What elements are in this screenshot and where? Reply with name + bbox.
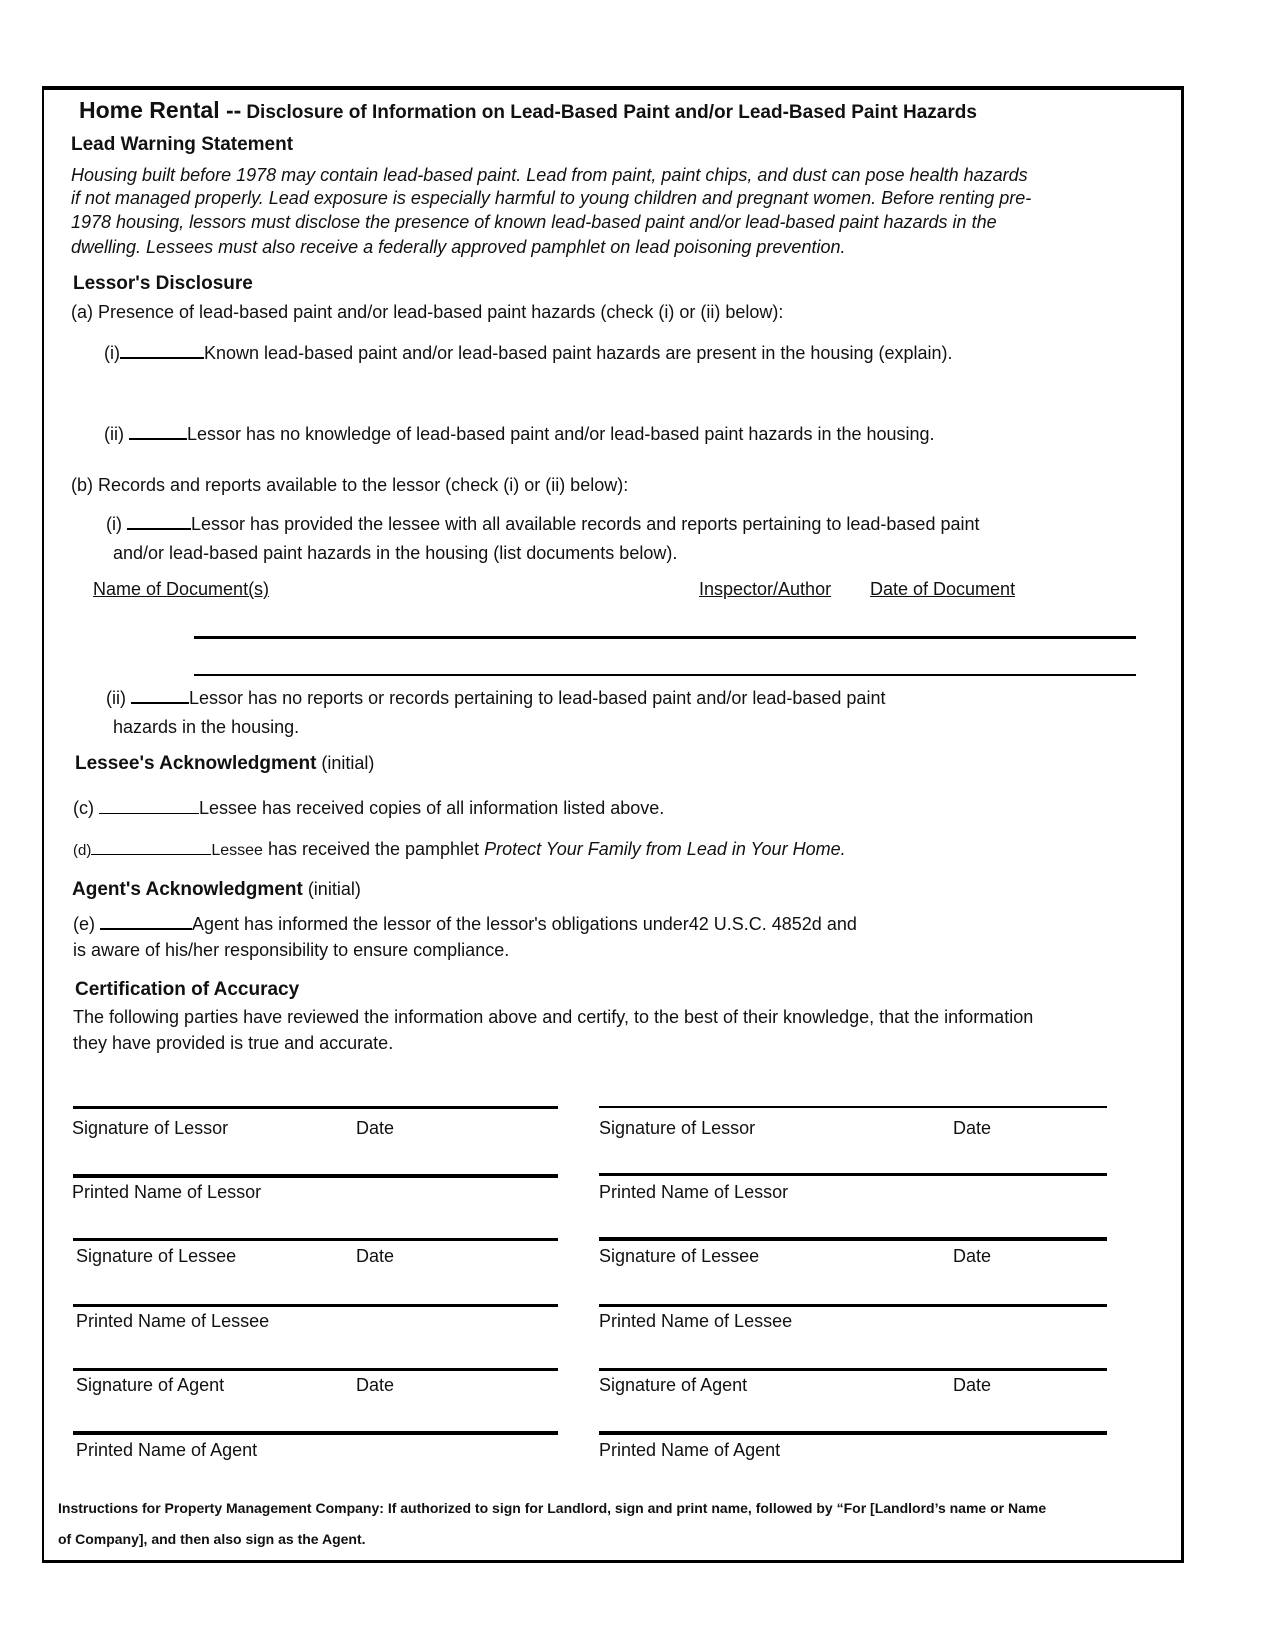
item-text: Lessee has received copies of all information listed above.	[199, 798, 665, 818]
initial-blank[interactable]	[91, 838, 211, 855]
signature-line[interactable]	[73, 1174, 558, 1178]
item-label: (i)	[104, 343, 120, 363]
signature-line[interactable]	[599, 1368, 1107, 1371]
item-label: (ii)	[104, 424, 124, 444]
col-inspector: Inspector/Author	[699, 579, 832, 599]
name-lessee-label: Printed Name of Lessee	[76, 1311, 270, 1331]
signature-line[interactable]	[73, 1431, 558, 1435]
date-label: Date	[356, 1375, 395, 1395]
date-label: Date	[356, 1118, 395, 1138]
agent-ack-heading	[72, 878, 361, 901]
initial-blank[interactable]	[127, 512, 191, 530]
item-label: (ii)	[106, 688, 126, 708]
initial-blank[interactable]	[100, 912, 192, 930]
item-e-cont: is aware of his/her responsibility to ensure compliance.	[73, 940, 510, 960]
form-title	[79, 99, 977, 124]
date-label: Date	[953, 1375, 992, 1395]
heading-text: Lessee's Acknowledgment	[75, 753, 317, 774]
signature-line[interactable]	[73, 1238, 558, 1241]
name-lessee-label: Printed Name of Lessee	[599, 1311, 793, 1331]
warning-line: if not managed properly. Lead exposure is especially harmful to young children and pregnant women. Before renting pre-	[71, 188, 1032, 208]
item-b-ii-cont: hazards in the housing.	[113, 717, 300, 737]
item-c	[73, 797, 664, 819]
footer-instructions: of Company], and then also sign as the Agent.	[58, 1531, 366, 1547]
cert-text: The following parties have reviewed the information above and certify, to the best of their knowledge, that the information	[73, 1007, 1034, 1027]
sig-lessor-label: Signature of Lessor	[599, 1118, 756, 1138]
signature-line[interactable]	[599, 1237, 1107, 1241]
heading-text: Agent's Acknowledgment	[72, 879, 303, 900]
document-line[interactable]	[194, 674, 1136, 676]
warning-line: 1978 housing, lessors must disclose the presence of known lead-based paint and/or lead-based paint hazards in the	[71, 212, 997, 232]
warning-line: dwelling. Lessees must also receive a federally approved pamphlet on lead poisoning prevention.	[71, 237, 846, 257]
title-main: Home Rental --	[79, 97, 242, 123]
initial-blank[interactable]	[120, 341, 204, 359]
date-label: Date	[356, 1246, 395, 1266]
name-agent-label: Printed Name of Agent	[599, 1440, 781, 1460]
initial-blank[interactable]	[99, 797, 199, 814]
lessee-ack-heading	[75, 752, 374, 775]
sig-agent-label: Signature of Agent	[76, 1375, 225, 1395]
item-label: (e)	[73, 914, 95, 934]
item-text: Lessor has no knowledge of lead-based paint and/or lead-based paint hazards in the housing.	[187, 424, 935, 444]
item-a-ii	[104, 422, 935, 445]
item-text: Agent has informed the lessor of the lessor's obligations under42 U.S.C. 4852d and	[192, 914, 857, 934]
signature-line[interactable]	[599, 1173, 1107, 1176]
sig-lessor-label: Signature of Lessor	[72, 1118, 229, 1138]
signature-line[interactable]	[599, 1304, 1107, 1307]
signature-line[interactable]	[599, 1431, 1107, 1435]
date-label: Date	[953, 1118, 992, 1138]
item-text: Lessor has no reports or records pertaining to lead-based paint and/or lead-based paint	[189, 688, 886, 708]
name-lessor-label: Printed Name of Lessor	[599, 1182, 789, 1202]
item-text: has received the pamphlet	[262, 839, 485, 859]
item-label: (i)	[106, 514, 122, 534]
item-b: (b) Records and reports available to the lessor (check (i) or (ii) below):	[71, 475, 629, 495]
sig-agent-label: Signature of Agent	[599, 1375, 748, 1395]
item-b-i	[106, 512, 980, 535]
item-text: Known lead-based paint and/or lead-based paint hazards are present in the housing (explain).	[204, 343, 953, 363]
item-a: (a) Presence of lead-based paint and/or lead-based paint hazards (check (i) or (ii) below):	[71, 302, 784, 322]
lessor-disclosure-heading: Lessor's Disclosure	[73, 273, 253, 294]
signature-line[interactable]	[73, 1106, 558, 1109]
col-doc-date: Date of Document	[870, 579, 1016, 599]
warning-line: Housing built before 1978 may contain lead-based paint. Lead from paint, paint chips, and dust can pose health hazards	[71, 165, 1028, 185]
name-lessor-label: Printed Name of Lessor	[72, 1182, 262, 1202]
footer-instructions: Instructions for Property Management Company: If authorized to sign for Landlord, sign and print name, followed by “For [Landlord’s name or Name	[58, 1500, 1047, 1516]
item-a-i	[104, 341, 953, 364]
item-label: (c)	[73, 798, 94, 818]
item-b-ii	[106, 686, 885, 709]
name-agent-label: Printed Name of Agent	[76, 1440, 258, 1460]
sig-lessee-label: Signature of Lessee	[599, 1246, 760, 1266]
date-label: Date	[953, 1246, 992, 1266]
item-e	[73, 912, 857, 935]
heading-note: (initial)	[307, 879, 361, 899]
item-b-i-cont: and/or lead-based paint hazards in the housing (list documents below).	[113, 543, 678, 563]
lead-warning-heading: Lead Warning Statement	[71, 134, 294, 155]
signature-line[interactable]	[599, 1106, 1107, 1108]
initial-blank[interactable]	[131, 686, 189, 704]
pamphlet-title: Protect Your Family from Lead in Your Home.	[484, 839, 846, 859]
signature-line[interactable]	[73, 1304, 558, 1307]
col-doc-name: Name of Document(s)	[93, 579, 270, 599]
sig-lessee-label: Signature of Lessee	[76, 1246, 237, 1266]
item-text: Lessor has provided the lessee with all available records and reports pertaining to lead-based paint	[191, 514, 980, 534]
initial-blank[interactable]	[129, 422, 187, 440]
cert-text: they have provided is true and accurate.	[73, 1033, 394, 1053]
heading-note: (initial)	[321, 753, 375, 773]
item-label: (d)	[73, 842, 92, 859]
title-sub: Disclosure of Information on Lead-Based Paint and/or Lead-Based Paint Hazards	[246, 102, 977, 123]
certification-heading: Certification of Accuracy	[75, 979, 300, 1000]
item-text: Lessee	[211, 842, 263, 859]
item-d	[73, 838, 846, 862]
document-line[interactable]	[194, 636, 1136, 639]
signature-line[interactable]	[73, 1368, 558, 1371]
